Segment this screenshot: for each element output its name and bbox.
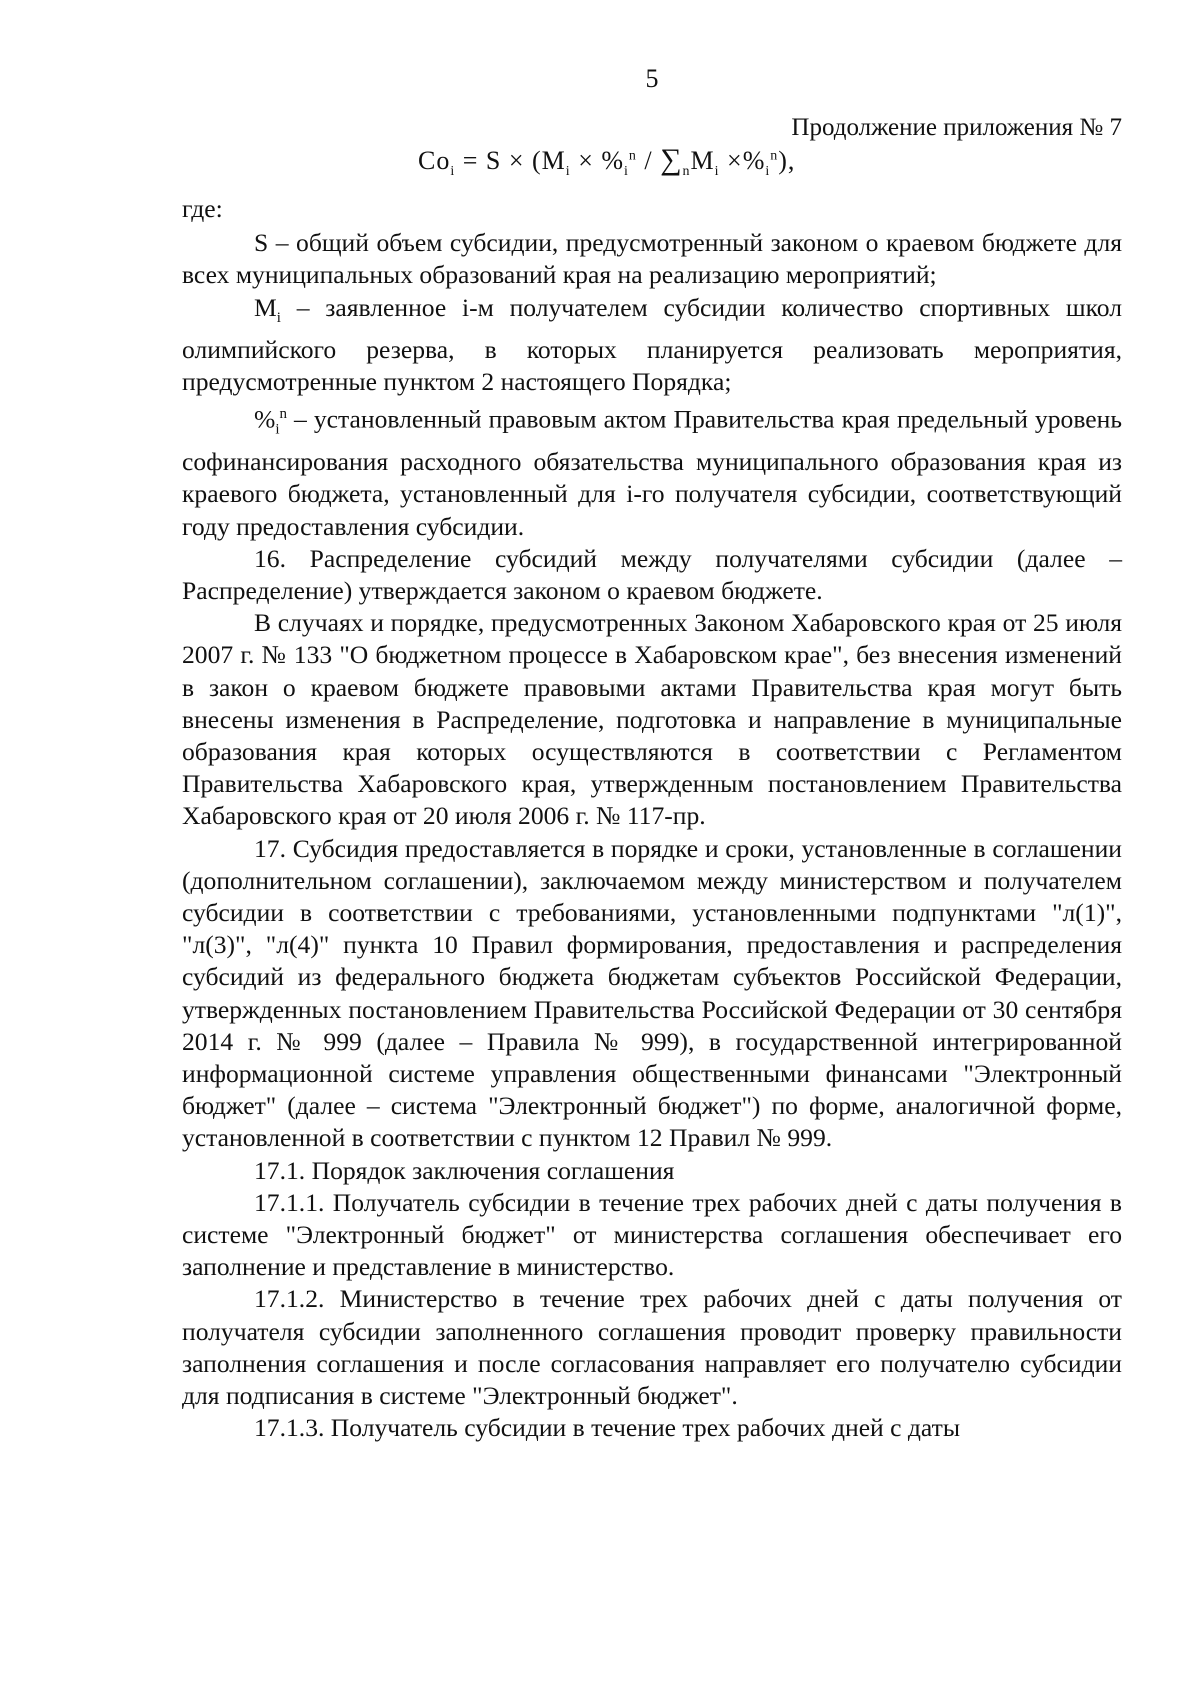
- formula-times-pct2: ×%: [719, 146, 766, 175]
- formula-pct-sub: i: [624, 164, 629, 180]
- document-body: [182, 193, 1122, 1444]
- appendix-continuation-label: Продолжение приложения № 7: [791, 114, 1122, 141]
- formula-m2: M: [690, 146, 715, 175]
- paragraph-16-cases: В случаях и порядке, предусмотренных Законом Хабаровского края от 25 июля 2007 г. № 133 "О бюджетном процессе в Хабаровском крае", без внесения изменений в закон о краевом бюджете правовыми актами Правительства края могут быть внесены изменения в Распределение, подготовка и направление в муниципальные образования края которых осуществляются в соответствии с Регламентом Правительства Хабаровского края, утвержденным постановлением Правительства Хабаровского края от 20 июля 2006 г. № 117-пр.: [182, 608, 1122, 831]
- formula-lhs-sub: i: [450, 164, 456, 180]
- formula-lhs: Со: [418, 146, 451, 175]
- formula-times-pct: × %: [570, 146, 625, 175]
- formula-sigma-sub: n: [682, 164, 691, 180]
- formula-sigma: ∑: [660, 143, 683, 176]
- paragraph-pct-definition: [182, 398, 1122, 542]
- pct-definition-text: – установленный правовым актом Правительства края предельный уровень софинансирования расходного обязательства муниципального образования края из краевого бюджета, установленный для i-го получателя субсидии, соответствующий году предоставления субсидии.: [182, 404, 1122, 541]
- where-label: где:: [182, 194, 223, 223]
- pct-superscript: n: [279, 406, 287, 423]
- paragraph-16: 16. Распределение субсидий между получателями субсидии (далее – Распределение) утверждается законом о краевом бюджете.: [182, 543, 1122, 605]
- page-number: 5: [645, 64, 659, 93]
- formula-close: ),: [778, 146, 796, 175]
- formula-pct2-sup: n: [770, 148, 779, 164]
- paragraph-s-definition: S – общий объем субсидии, предусмотренный законом о краевом бюджете для всех муниципальных образований края на реализацию мероприятий;: [182, 228, 1122, 290]
- formula-m-sub: i: [565, 164, 571, 180]
- paragraph-17: 17. Субсидия предоставляется в порядке и сроки, установленные в соглашении (дополнительном соглашении), заключаемом между министерством и получателем субсидии в соответствии с требованиями, установленными подпунктами "л(1)", "л(3)", "л(4)" пункта 10 Правил формирования, предоставления и распределения субсидий из федерального бюджета бюджетам субъектов Российской Федерации, утвержденных постановлением Правительства Российской Федерации от 30 сентября 2014 г. № 999 (далее – Правила № 999), в государственной интегрированной информационной системе управления общественными финансами "Электронный бюджет" (далее – система "Электронный бюджет") по форме, аналогичной форме, установленной в соответствии с пунктом 12 Правил № 999.: [182, 833, 1122, 1153]
- formula-m2-sub: i: [714, 164, 720, 180]
- paragraph-17-1-1: 17.1.1. Получатель субсидии в течение трех рабочих дней с даты получения в системе "Электронный бюджет" от министерства соглашения обеспечивает его заполнение и представление в министерство.: [182, 1187, 1122, 1282]
- formula-eq: = S × (M: [455, 146, 566, 175]
- paragraph-17-1-2: 17.1.2. Министерство в течение трех рабочих дней с даты получения от получателя субсидии заполненного соглашения проводит проверку правильности заполнения соглашения и после согласования направляет его получателю субсидии для подписания в системе "Электронный бюджет".: [182, 1284, 1122, 1411]
- paragraph-17-1: 17.1. Порядок заключения соглашения: [254, 1155, 675, 1185]
- formula-pct2-sub: i: [765, 164, 771, 180]
- pct-symbol: %: [254, 404, 276, 434]
- formula-pct-sup: n: [628, 148, 637, 164]
- mi-symbol: M: [254, 292, 277, 322]
- pct-subscript: i: [275, 421, 280, 438]
- paragraph-mi-definition: [182, 292, 1122, 399]
- formula-div: /: [636, 146, 661, 175]
- mi-definition-text: – заявленное i-м получателем субсидии количество спортивных школ олимпийского резерва, в которых планируется реализовать мероприятия, предусмотренные пунктом 2 настоящего Порядка;: [182, 292, 1122, 397]
- subsidy-formula: [418, 143, 795, 180]
- mi-subscript: i: [276, 309, 281, 326]
- paragraph-17-1-3: 17.1.3. Получатель субсидии в течение трех рабочих дней с даты: [254, 1413, 961, 1443]
